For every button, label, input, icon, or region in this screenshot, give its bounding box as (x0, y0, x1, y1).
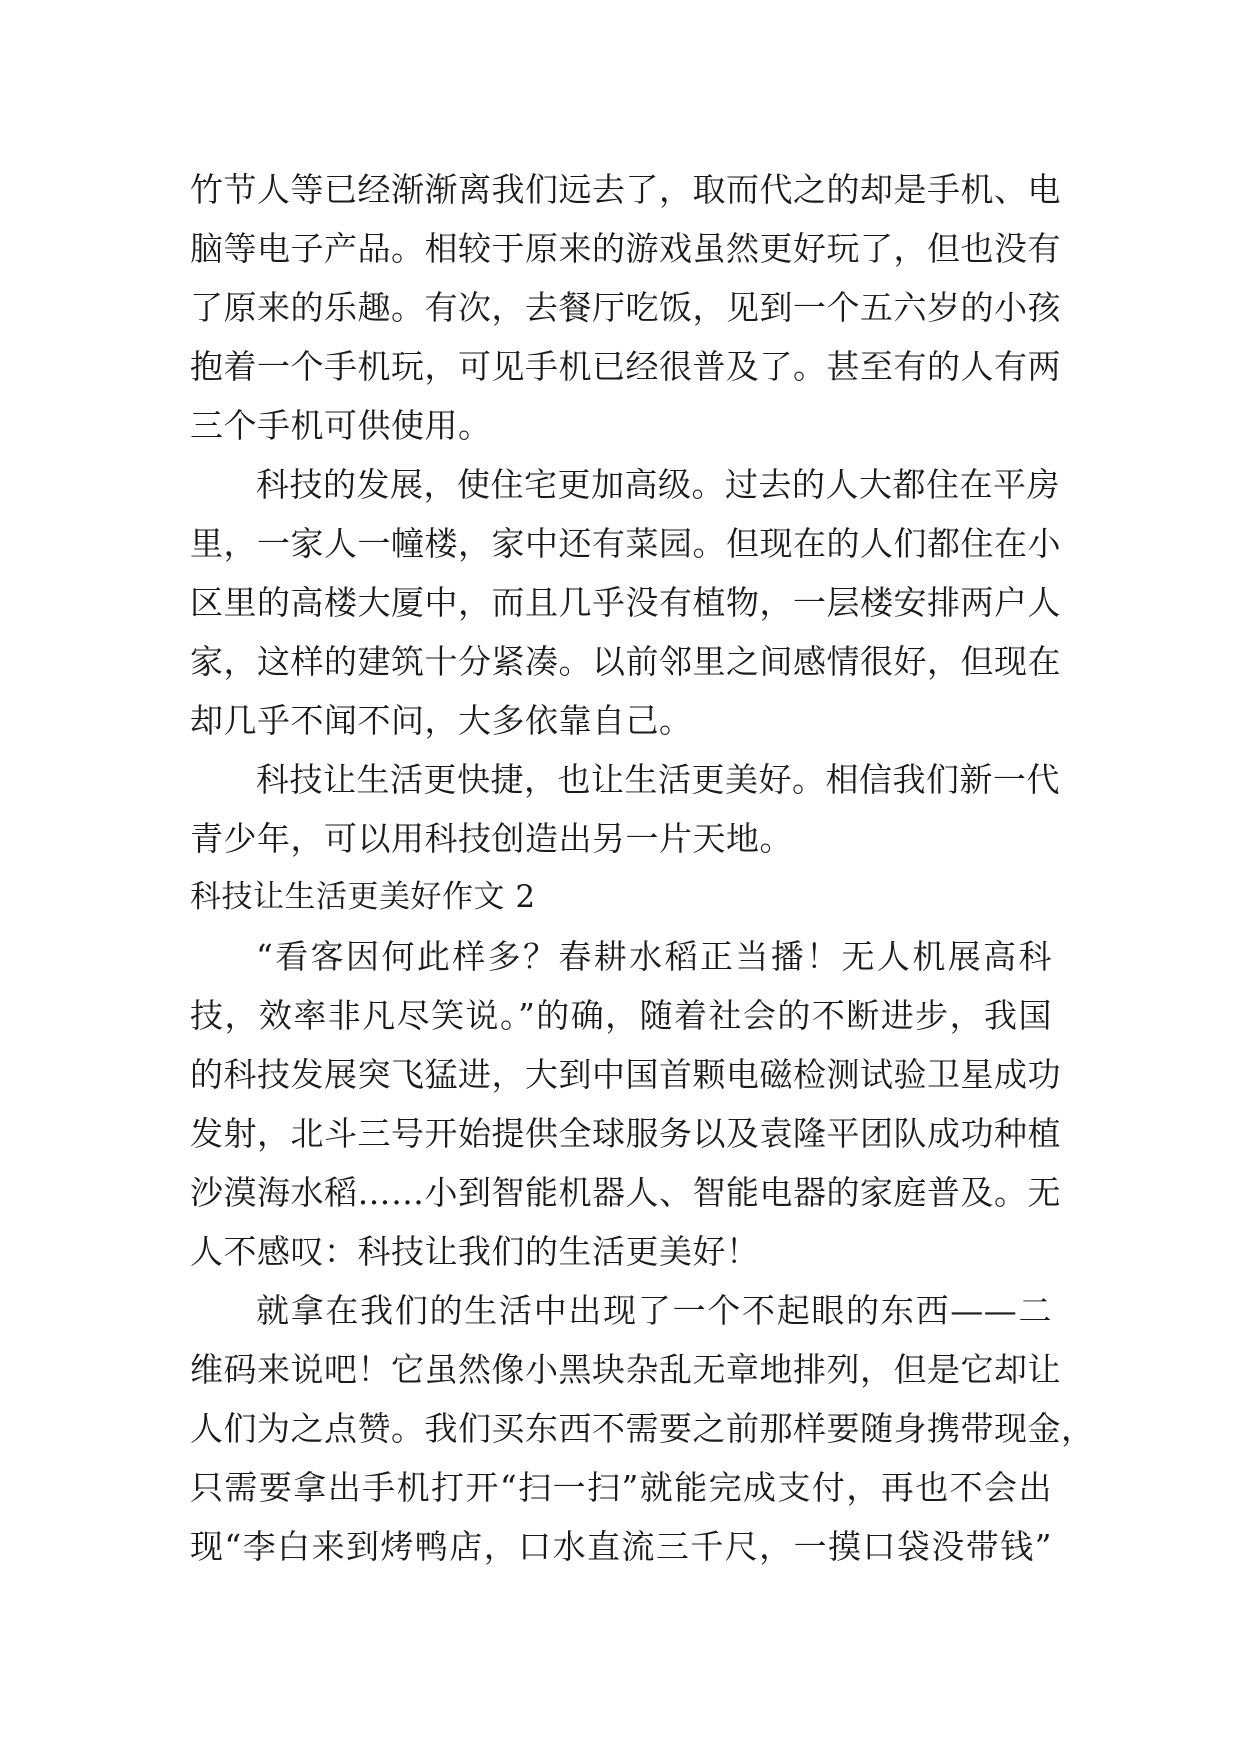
section-title: 科技让生活更美好作文 2 (190, 879, 536, 915)
text-line: 却几乎不闻不问，大多依靠自己。 (190, 701, 693, 740)
document-body (190, 160, 1095, 1576)
paragraph (190, 455, 1061, 750)
text-line: 里，一家人一幢楼，家中还有菜园。但现在的人们都住在小 (190, 524, 1061, 563)
text-line: 脑等电子产品。相较于原来的游戏虽然更好玩了，但也没有 (190, 229, 1061, 268)
text-line: 技，效率非凡尽笑说。”的确，随着社会的不断进步，我国 (190, 996, 1052, 1035)
text-line: 人不感叹：科技让我们的生活更美好！ (190, 1232, 760, 1271)
paragraph (190, 160, 1061, 455)
text-line: 沙漠海水稻……小到智能机器人、智能电器的家庭普及。无 (190, 1173, 1061, 1212)
text-line: 科技让生活更快捷，也让生活更美好。相信我们新一代 (256, 760, 1060, 799)
text-line: 只需要拿出手机打开“扫一扫”就能完成支付，再也不会出 (190, 1468, 1052, 1507)
text-line: 现“李白来到烤鸭店，口水直流三千尺，一摸口袋没带钱” (190, 1527, 1052, 1566)
paragraph (190, 1281, 1095, 1576)
paragraph (190, 750, 1060, 868)
text-line: 了原来的乐趣。有次，去餐厅吃饭，见到一个五六岁的小孩 (190, 288, 1061, 327)
text-line: 三个手机可供使用。 (190, 406, 492, 445)
text-line: 人们为之点赞。我们买东西不需要之前那样要随身携带现金， (190, 1409, 1095, 1448)
text-line: 青少年，可以用科技创造出另一片天地。 (190, 819, 793, 858)
text-line: “看客因何此样多？春耕水稻正当播！无人机展高科 (256, 937, 1052, 976)
text-line: 科技的发展，使住宅更加高级。过去的人大都住在平房 (256, 465, 1060, 504)
text-line: 区里的高楼大厦中，而且几乎没有植物，一层楼安排两户人 (190, 583, 1061, 622)
text-line: 就拿在我们的生活中出现了一个不起眼的东西——二 (256, 1291, 1052, 1330)
text-line: 维码来说吧！它虽然像小黑块杂乱无章地排列，但是它却让 (190, 1350, 1061, 1389)
text-line: 的科技发展突飞猛进，大到中国首颗电磁检测试验卫星成功 (190, 1055, 1061, 1094)
text-line: 抱着一个手机玩，可见手机已经很普及了。甚至有的人有两 (190, 347, 1061, 386)
text-line: 家，这样的建筑十分紧凑。以前邻里之间感情很好，但现在 (190, 642, 1061, 681)
text-line: 发射，北斗三号开始提供全球服务以及袁隆平团队成功种植 (190, 1114, 1061, 1153)
text-line: 竹节人等已经渐渐离我们远去了，取而代之的却是手机、电 (190, 170, 1061, 209)
paragraph (190, 927, 1061, 1281)
